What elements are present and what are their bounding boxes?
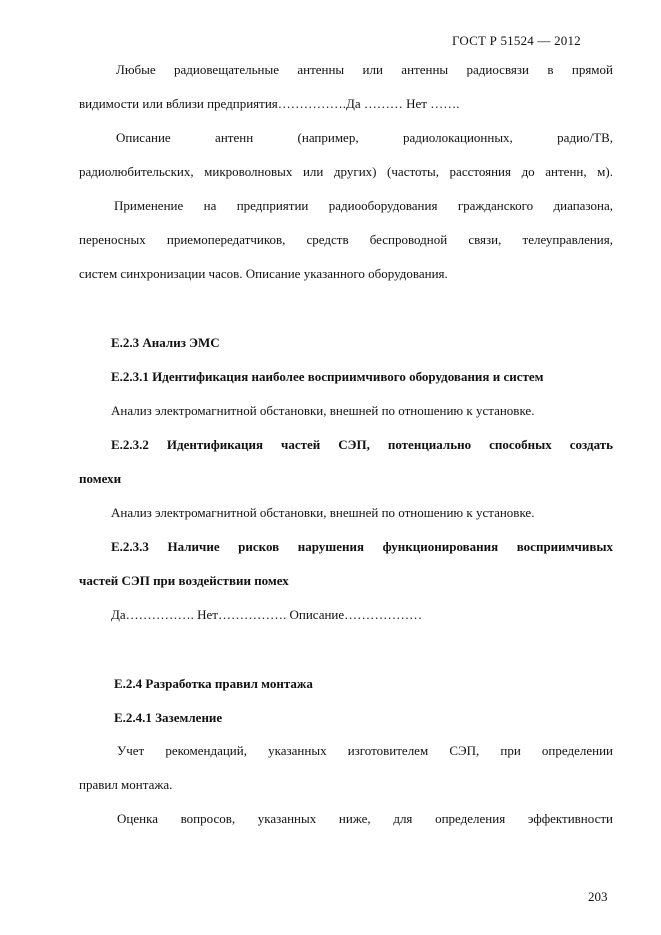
paragraph-recommendations-line-1: Учет рекомендаций, указанных изготовителем СЭП, при определении [117, 743, 613, 758]
paragraph-recommendations-line-2: правил монтажа. [79, 777, 173, 792]
paragraph-antenna-description-line-2: радиолюбительских, микроволновых или других) (частоты, расстояния до антенн, м). [79, 164, 613, 179]
page-number: 203 [588, 889, 608, 904]
paragraph-antenna-description-line-1: Описание антенн (например, радиолокационных, радио/ТВ, [116, 130, 613, 145]
paragraph-assessment-line-1: Оценка вопросов, указанных ниже, для определения эффективности [117, 811, 613, 826]
section-heading-e-2-4-1: Е.2.4.1 Заземление [114, 710, 223, 725]
paragraph-antennas-line-2: видимости или вблизи предприятия…………….Да ……… Нет ……. [79, 96, 460, 111]
paragraph-radio-equipment-line-3: систем синхронизации часов. Описание указанного оборудования. [79, 266, 448, 281]
paragraph-radio-equipment-line-1: Применение на предприятии радиооборудования гражданского диапазона, [114, 198, 613, 213]
section-heading-e-2-3: Е.2.3 Анализ ЭМС [111, 335, 220, 350]
section-text-e-2-3-3: Да……………. Нет……………. Описание……………… [111, 607, 423, 622]
section-text-e-2-3-2: Анализ электромагнитной обстановки, внешней по отношению к установке. [111, 505, 535, 520]
section-text-e-2-3-1: Анализ электромагнитной обстановки, внешней по отношению к установке. [111, 403, 535, 418]
section-heading-e-2-3-2-line-2: помехи [79, 471, 122, 486]
section-heading-e-2-3-2-line-1: Е.2.3.2 Идентификация частей СЭП, потенциально способных создать [111, 437, 613, 452]
section-heading-e-2-3-1: Е.2.3.1 Идентификация наиболее восприимчивого оборудования и систем [111, 369, 544, 384]
document-header-standard: ГОСТ Р 51524 — 2012 [452, 33, 581, 48]
paragraph-antennas-line-1: Любые радиовещательные антенны или антенны радиосвязи в прямой [116, 62, 613, 77]
section-heading-e-2-3-3-line-2: частей СЭП при воздействии помех [79, 573, 289, 588]
section-heading-e-2-4: Е.2.4 Разработка правил монтажа [114, 676, 313, 691]
paragraph-radio-equipment-line-2: переносных приемопередатчиков, средств беспроводной связи, телеуправления, [79, 232, 613, 247]
section-heading-e-2-3-3-line-1: Е.2.3.3 Наличие рисков нарушения функционирования восприимчивых [111, 539, 613, 554]
